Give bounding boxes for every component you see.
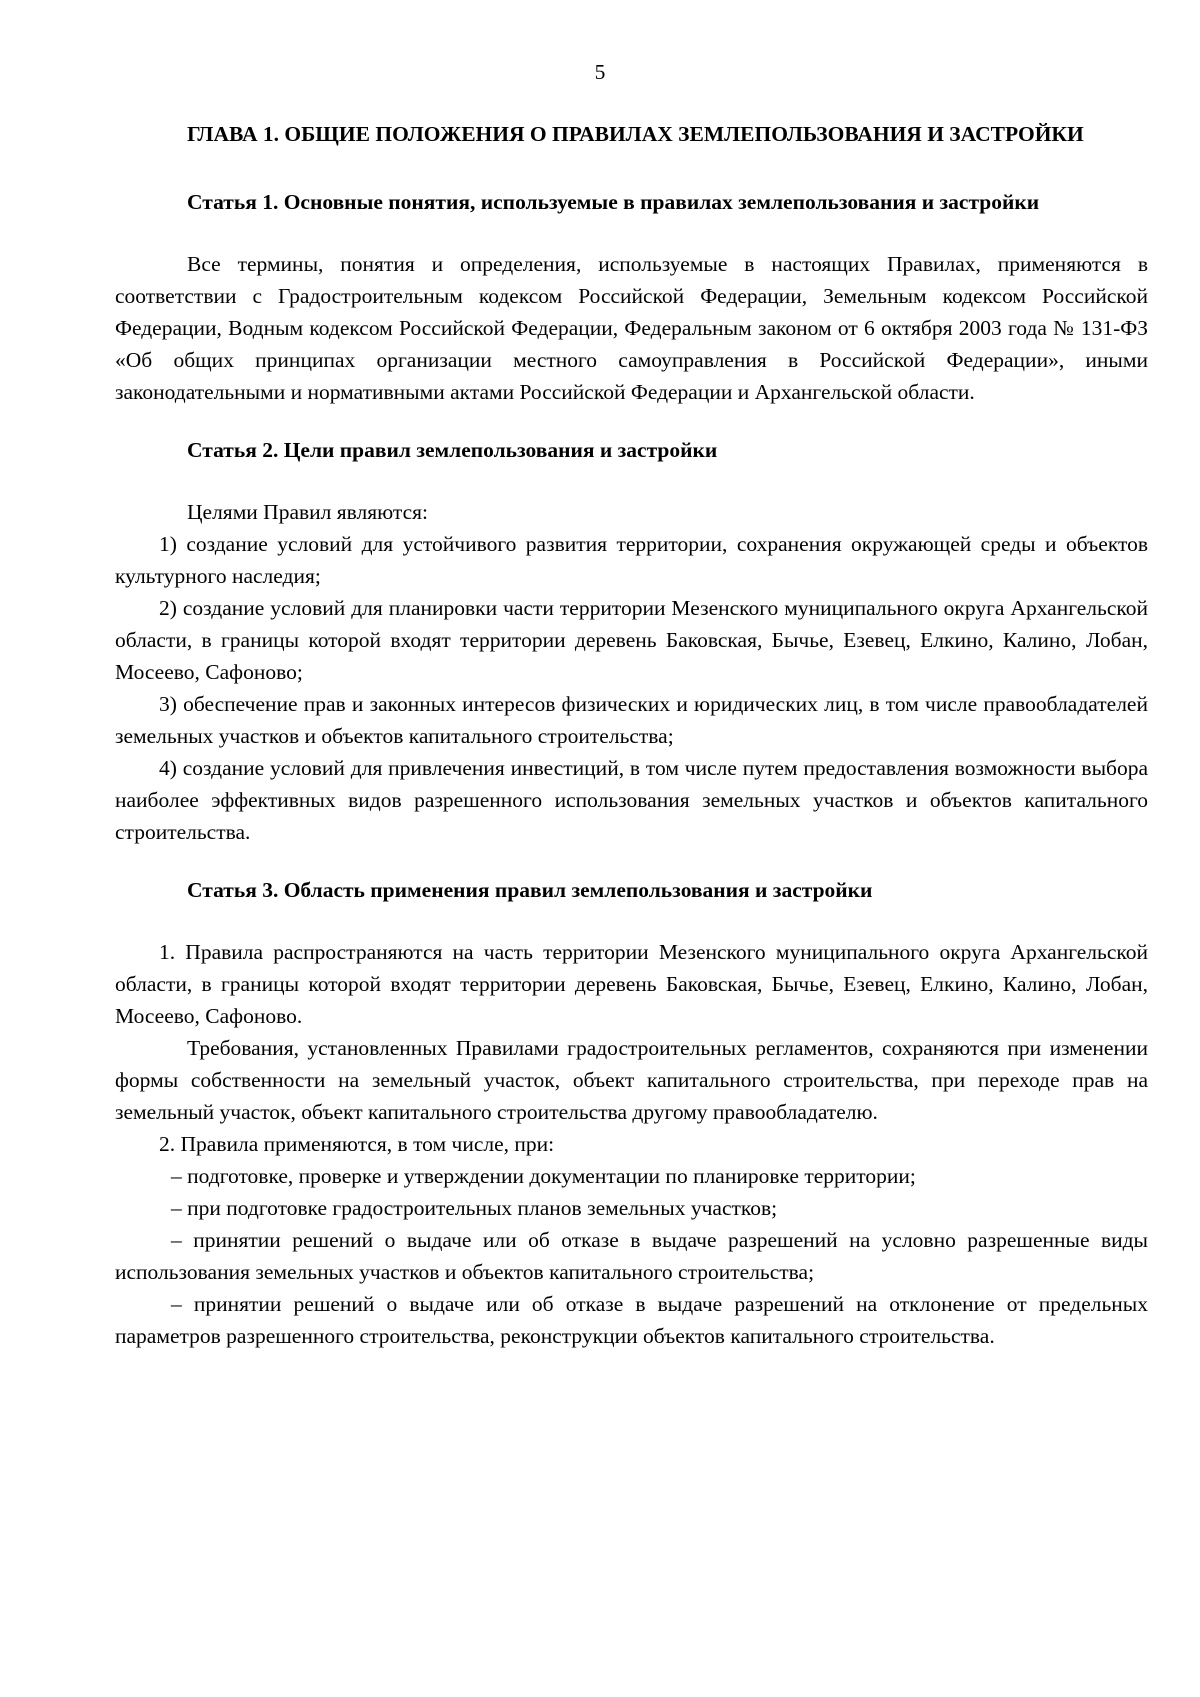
article-2-intro: Целями Правил являются:: [187, 500, 428, 524]
article-1-title: Статья 1. Основные понятия, используемые в правилах землепользования и застройки: [187, 190, 1040, 214]
article-2-item: 3) обеспечение прав и законных интересов физических и юридических лиц, в том числе правообладателей земельных участков и объектов капитального строительства;: [115, 692, 1148, 748]
article-3-dash-item: – подготовке, проверке и утверждении документации по планировке территории;: [171, 1164, 916, 1188]
article-2-item: 2) создание условий для планировки части территории Мезенского муниципального округа Архангельской области, в границы которой входят территории деревень Баковская, Бычье, Езевец, Елкино, Калино, Лобан, Мосеево, Сафоново;: [115, 596, 1148, 684]
article-3-dash-item: – принятии решений о выдаче или об отказе в выдаче разрешений на отклонение от предельных параметров разрешенного строительства, реконструкции объектов капитального строительства.: [115, 1292, 1148, 1348]
article-3-paragraph-2: Требования, установленных Правилами градостроительных регламентов, сохраняются при изменении формы собственности на земельный участок, объект капитального строительства, при переходе прав на земельный участок, объект капитального строительства другому правообладателю.: [115, 1036, 1148, 1124]
page-number: 5: [594, 60, 606, 84]
article-2-item: 1) создание условий для устойчивого развития территории, сохранения окружающей среды и объектов культурного наследия;: [115, 532, 1148, 588]
article-2-item: 4) создание условий для привлечения инвестиций, в том числе путем предоставления возможности выбора наиболее эффективных видов разрешенного использования земельных участков и объектов капитального строительства.: [115, 756, 1148, 844]
article-3-paragraph-3: 2. Правила применяются, в том числе, при:: [159, 1132, 555, 1156]
article-3-dash-item: – при подготовке градостроительных планов земельных участков;: [171, 1196, 778, 1220]
article-3-dash-item: – принятии решений о выдаче или об отказе в выдаче разрешений на условно разрешенные виды использования земельных участков и объектов капитального строительства;: [115, 1228, 1148, 1284]
chapter-title: ГЛАВА 1. ОБЩИЕ ПОЛОЖЕНИЯ О ПРАВИЛАХ ЗЕМЛЕПОЛЬЗОВАНИЯ И ЗАСТРОЙКИ: [187, 122, 1084, 146]
article-1-paragraph: Все термины, понятия и определения, используемые в настоящих Правилах, применяются в соответствии с Градостроительным кодексом Российской Федерации, Земельным кодексом Российской Федерации, Водным кодексом Российской Федерации, Федеральным законом от 6 октября 2003 года № 131-ФЗ «Об общих принципах организации местного самоуправления в Российской Федерации», иными законодательными и нормативными актами Российской Федерации и Архангельской области.: [115, 252, 1148, 404]
article-3-paragraph-1: 1. Правила распространяются на часть территории Мезенского муниципального округа Архангельской области, в границы которой входят территории деревень Баковская, Бычье, Езевец, Елкино, Калино, Лобан, Мосеево, Сафоново.: [115, 940, 1148, 1028]
article-2-title: Статья 2. Цели правил землепользования и застройки: [187, 438, 718, 462]
document-body: [115, 118, 1148, 1352]
article-3-title: Статья 3. Область применения правил землепользования и застройки: [187, 878, 873, 902]
